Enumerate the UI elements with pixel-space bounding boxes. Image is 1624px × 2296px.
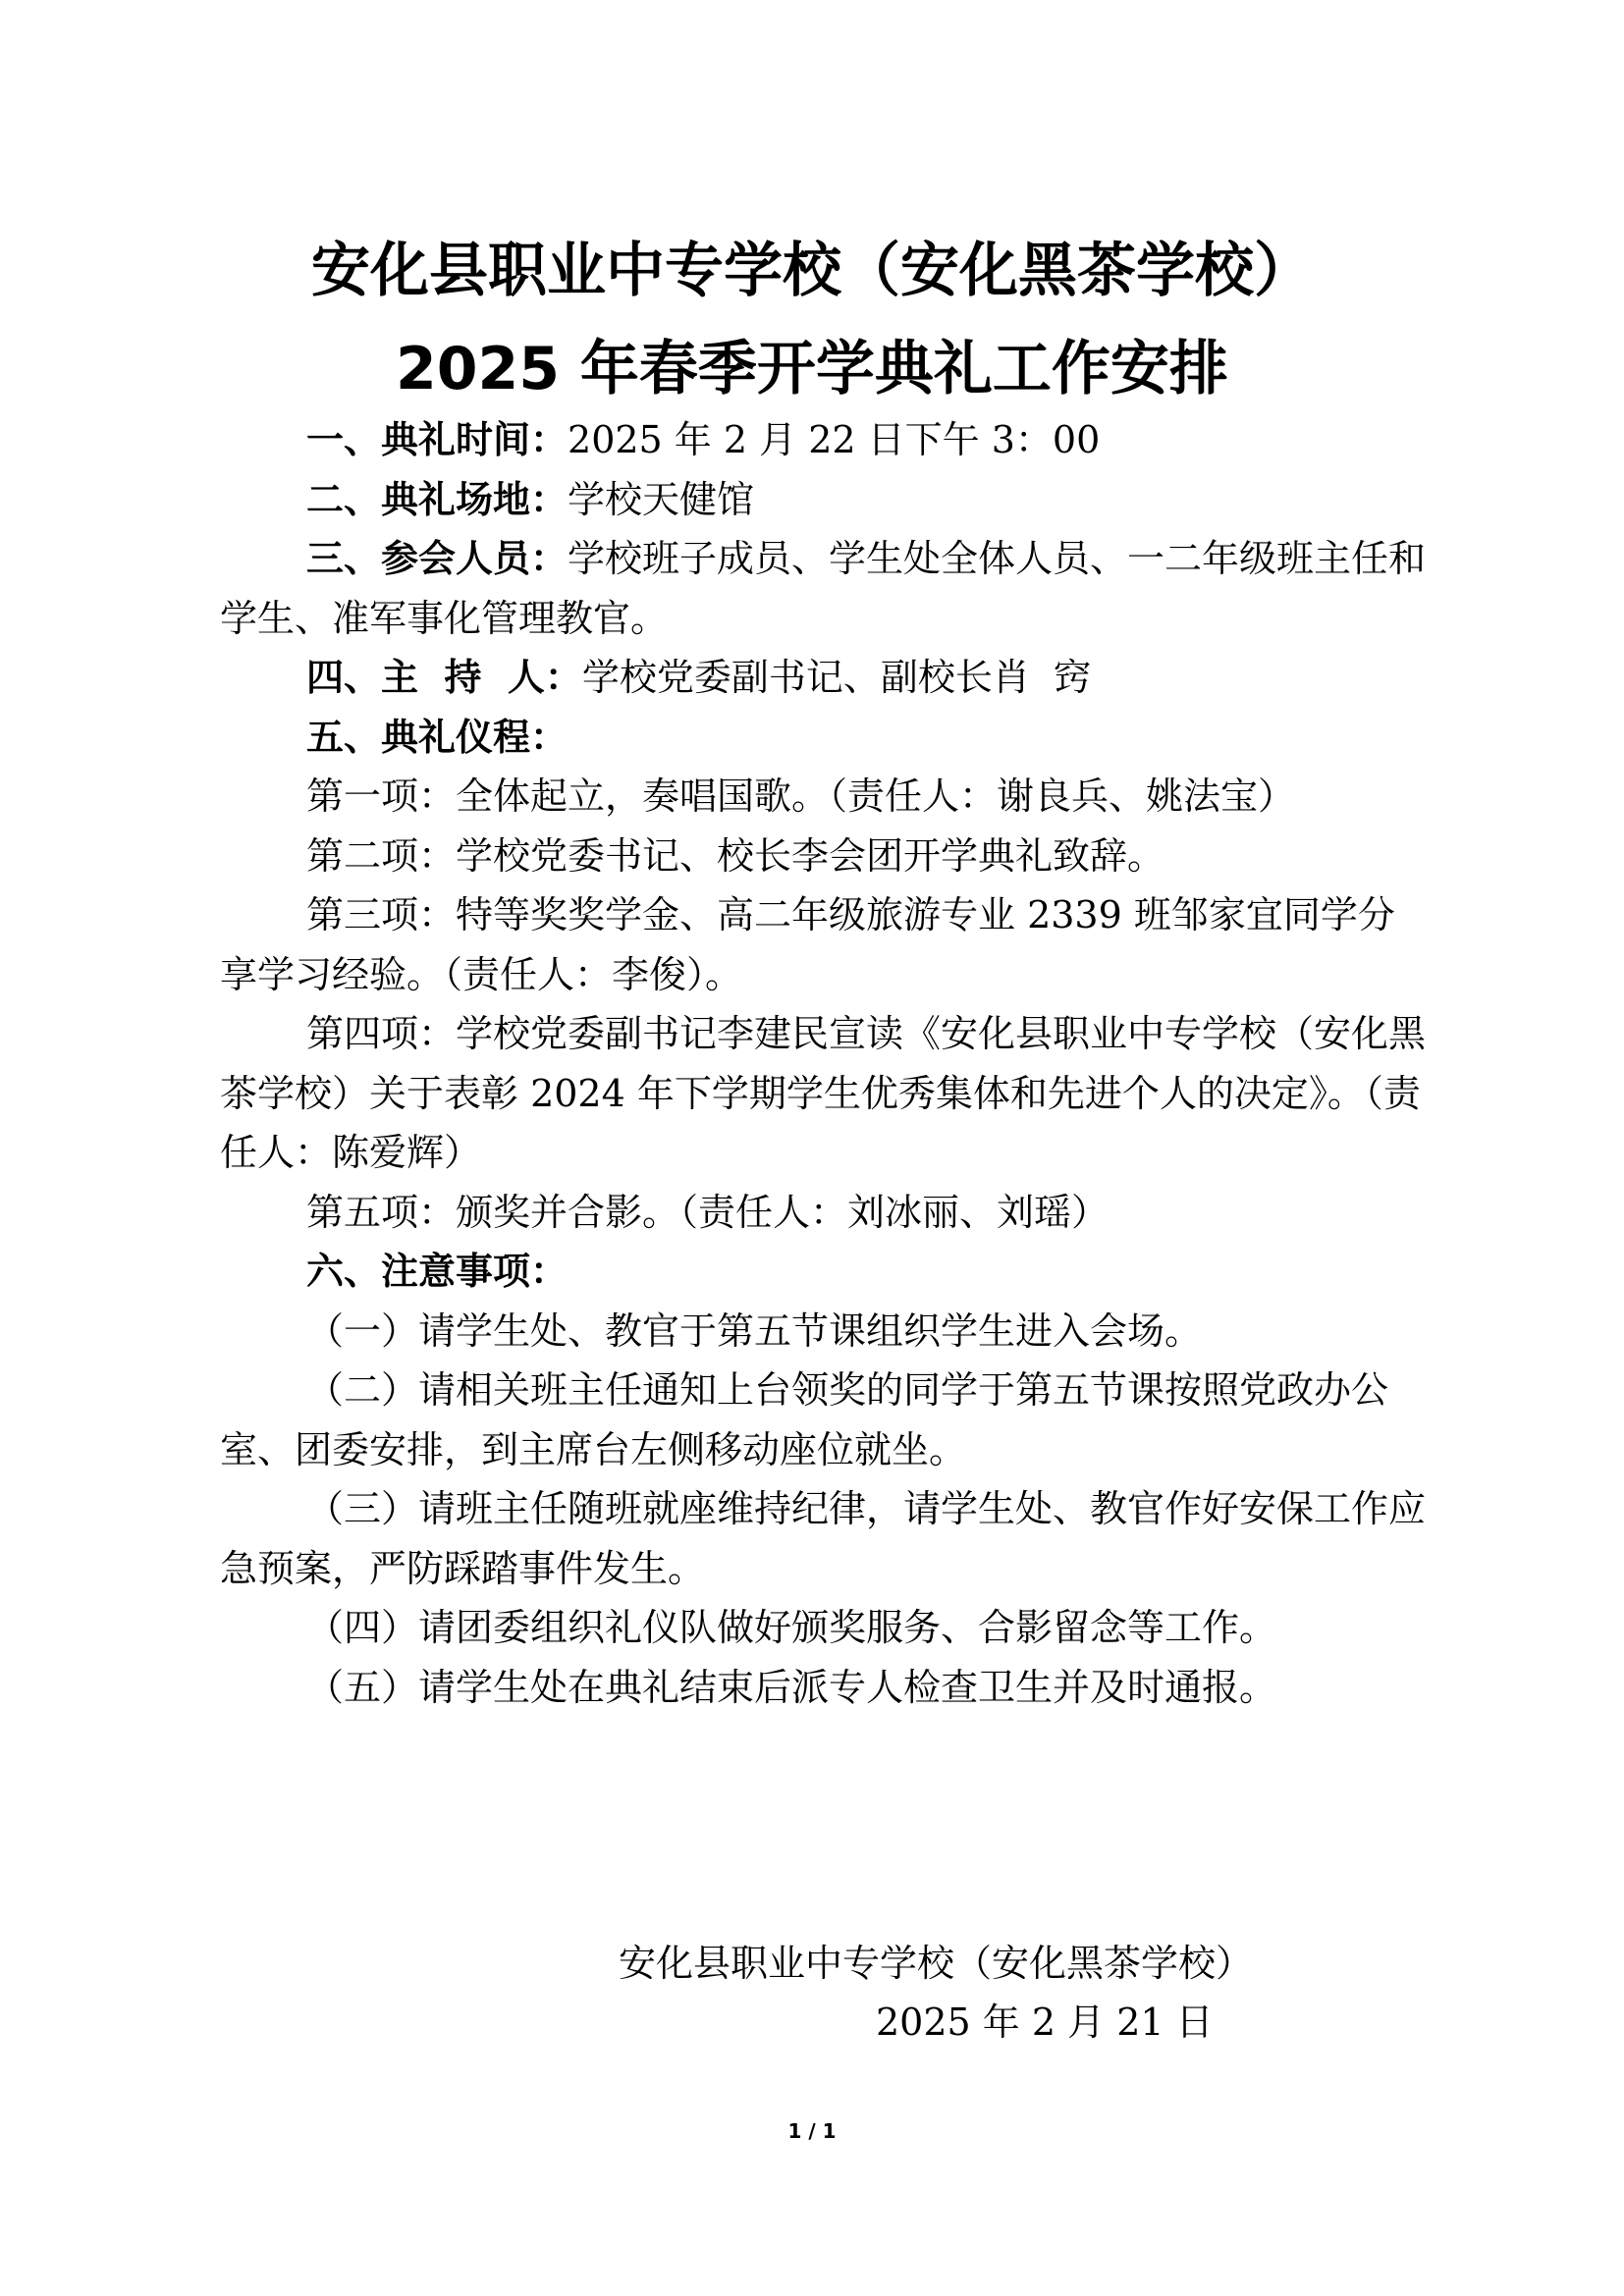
note-item: （一）请学生处、教官于第五节课组织学生进入会场。 (306, 1308, 1203, 1353)
section-notes-label: 六、注意事项： (306, 1250, 568, 1293)
section-time-label: 一、典礼时间： (306, 418, 568, 461)
section-host (220, 648, 1430, 708)
section-host-label: 四、主 持 人： (306, 656, 582, 699)
agenda-item: 第四项：学校党委副书记李建民宣读《安化县职业中专学校（安化黑茶学校）关于表彰 2024 年下学期学生优秀集体和先进个人的决定》。（责任人：陈爱辉） (220, 1012, 1427, 1174)
section-host-value: 学校党委副书记、副校长肖 窍 (581, 656, 1092, 699)
document-body (220, 410, 1430, 1717)
section-attendees-label: 三、参会人员： (306, 537, 568, 580)
section-attendees (220, 529, 1430, 648)
agenda-item: 第一项：全体起立，奏唱国歌。（责任人：谢良兵、姚法宝） (306, 774, 1296, 818)
agenda-item: 第二项：学校党委书记、校长李会团开学典礼致辞。 (306, 833, 1165, 878)
agenda-item: 第三项：特等奖奖学金、高二年级旅游专业 2339 班邹家宜同学分享学习经验。（责任人：李俊）。 (220, 893, 1395, 996)
note-item: （五）请学生处在典礼结束后派专人检查卫生并及时通报。 (306, 1665, 1277, 1709)
page-number: 1 / 1 (787, 2119, 837, 2143)
signature-organization: 安化县职业中专学校（安化黑茶学校） (619, 1942, 1254, 1985)
section-attendees-value: 学校班子成员、学生处全体人员、一二年级班主任和学生、准军事化管理教官。 (220, 537, 1427, 640)
note-item: （四）请团委组织礼仪队做好颁奖服务、合影留念等工作。 (306, 1606, 1277, 1649)
section-agenda-label: 五、典礼仪程： (306, 715, 568, 759)
signature-date: 2025 年 2 月 21 日 (876, 2001, 1214, 2044)
section-time-value: 2025 年 2 月 22 日下午 3：00 (568, 418, 1101, 461)
note-item: （二）请相关班主任通知上台领奖的同学于第五节课按照党政办公室、团委安排，到主席台左侧移动座位就坐。 (220, 1368, 1389, 1471)
section-agenda (220, 708, 1430, 768)
document-title-line-2: 2025 年春季开学典礼工作安排 (396, 335, 1228, 403)
section-venue-label: 二、典礼场地： (306, 477, 568, 521)
section-notes (220, 1242, 1430, 1302)
document-title-line-1: 安化县职业中专学校（安化黑茶学校） (311, 237, 1313, 305)
section-venue (220, 470, 1430, 530)
note-item: （三）请班主任随班就座维持纪律，请学生处、教官作好安保工作应急预案，严防踩踏事件发生。 (220, 1487, 1427, 1590)
section-venue-value: 学校天健馆 (568, 477, 755, 521)
agenda-item: 第五项：颁奖并合影。（责任人：刘冰丽、刘瑶） (306, 1190, 1110, 1234)
section-time (220, 410, 1430, 470)
